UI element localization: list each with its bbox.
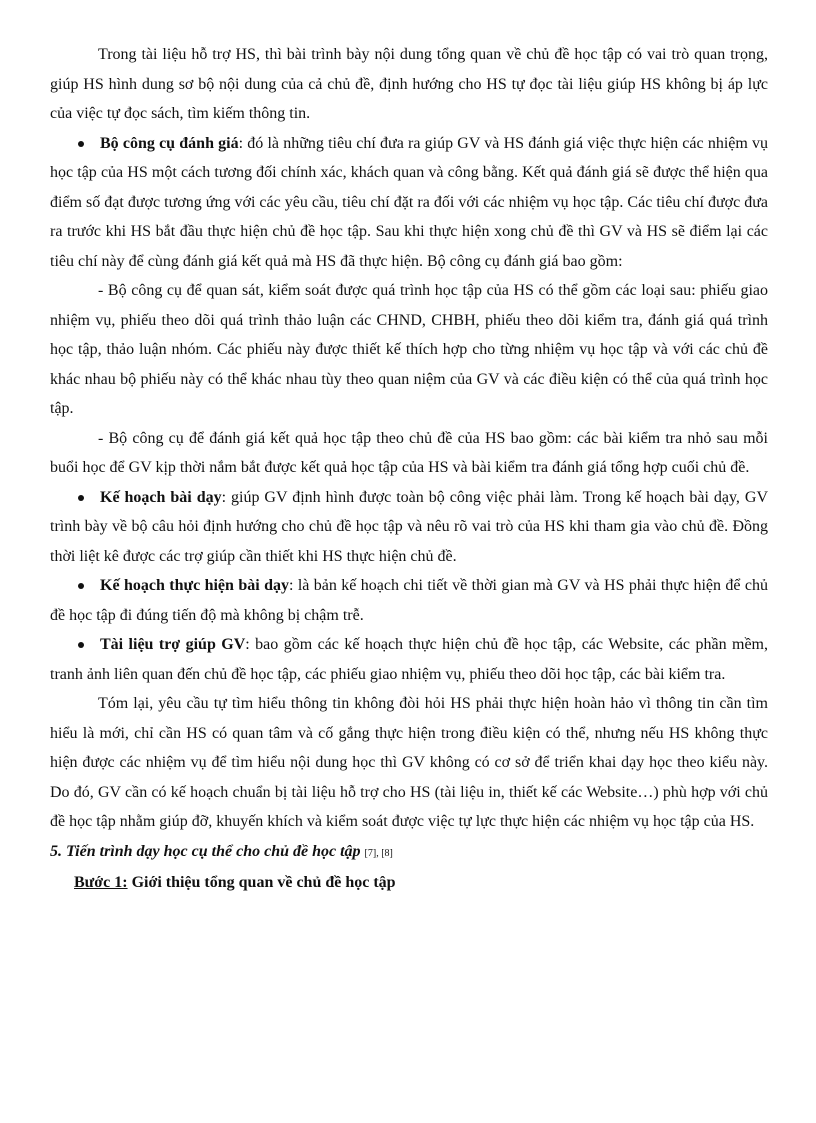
paragraph-dash-1: - Bộ công cụ để quan sát, kiểm soát được quá trình học tập của HS có thể gồm các loại sau: phiếu giao nhiệm vụ, phiếu theo dõi quá trình thảo luận các CHND, CHBH, phiếu theo dõi kiểm tra, đánh giá quá trình học tập, thảo luận nhóm. Các phiếu này được thiết kế thích hợp cho từng nhiệm vụ học tập và với các chủ đề khác nhau bộ phiếu này có thể khác nhau tùy theo quan niệm của GV và các điều kiện có thể của quá trình học tập. [50,282,768,417]
document-page [50,40,768,898]
bullet-teacher-materials [50,630,768,689]
bullet-lesson-plan [50,483,768,572]
bullet-dot-icon [78,583,84,589]
bullet-text: : là bản kế hoạch chi tiết về thời gian mà GV và HS phải thực hiện để chủ đề học tập đi đúng tiến độ mà không bị chậm trễ. [50,577,768,624]
bullet-text: : bao gồm các kế hoạch thực hiện chủ đề học tập, các Website, các phần mềm, tranh ảnh liên quan đến chủ đề học tập, các phiếu giao nhiệm vụ, phiếu theo dõi học tập, các bài kiểm tra. [50,636,768,683]
step-heading [50,868,768,898]
bullet-dot-icon [78,495,84,501]
step-text: Giới thiệu tổng quan về chủ đề học tập [127,874,396,891]
section-heading-text: 5. Tiến trình dạy học cụ thể cho chủ đề học tập [50,842,361,860]
bullet-text: : giúp GV định hình được toàn bộ công việc phải làm. Trong kế hoạch bài dạy, GV trình bày về bộ câu hỏi định hướng cho chủ đề học tập và nêu rõ vai trò của HS khi tham gia vào chủ đề. Đồng thời liệt kê được các trợ giúp cần thiết khi HS thực hiện chủ đề. [50,488,768,565]
step-label: Bước 1: [74,874,128,891]
section-heading-refs: [7], [8] [364,847,393,859]
bullet-title: Tài liệu trợ giúp GV [100,636,246,653]
bullet-title: Kế hoạch thực hiện bài dạy [100,577,289,594]
bullet-text: : đó là những tiêu chí đưa ra giúp GV và HS đánh giá việc thực hiện các nhiệm vụ học tập của HS một cách tương đối chính xác, khách quan và công bằng. Kết quả đánh giá sẽ được thể hiện qua điểm số đạt được tương ứng với các yêu cầu, tiêu chí đặt ra đối với các nhiệm vụ học tập. Các tiêu chí được đưa ra trước khi HS bắt đầu thực hiện chủ đề học tập. Sau khi thực hiện xong chủ đề thì GV và HS sẽ điểm lại các tiêu chí này để cùng đánh giá kết quả mà HS đã thực hiện. Bộ công cụ đánh giá bao gồm: [50,134,769,270]
paragraph-intro: Trong tài liệu hỗ trợ HS, thì bài trình bày nội dung tổng quan về chủ đề học tập có vai trò quan trọng, giúp HS hình dung sơ bộ nội dung của cả chủ đề, định hướng cho HS tự đọc tài liệu giúp HS không bị áp lực của việc tự đọc sách, tìm kiếm thông tin. [50,46,768,122]
bullet-implementation-plan [50,571,768,630]
bullet-assessment-tools [50,129,768,277]
bullet-dot-icon [78,642,84,648]
paragraph-dash-2: - Bộ công cụ để đánh giá kết quả học tập theo chủ đề của HS bao gồm: các bài kiểm tra nhỏ sau mỗi buổi học để GV kịp thời nắm bắt được kết quả học tập của HS và bài kiểm tra đánh giá tổng hợp cuối chủ đề. [50,429,768,476]
bullet-title: Bộ công cụ đánh giá [100,134,239,152]
paragraph-summary: Tóm lại, yêu cầu tự tìm hiểu thông tin không đòi hỏi HS phải thực hiện hoàn hảo vì thông tin cần tìm hiểu là mới, chỉ cần HS có quan tâm và cố gắng thực hiện trong điều kiện có thể, nhưng nếu HS không thực hiện được các nhiệm vụ để tìm hiểu nội dung học thì GV không có cơ sở để triển khai dạy học theo kiểu này. Do đó, GV cần có kế hoạch chuẩn bị tài liệu hỗ trợ cho HS (tài liệu in, thiết kế các Website…) phù hợp với chủ đề học tập nhằm giúp đỡ, khuyến khích và kiểm soát được việc tự lực thực hiện các nhiệm vụ học tập của HS. [50,695,768,830]
bullet-dot-icon [78,141,84,147]
bullet-title: Kế hoạch bài dạy [100,488,222,506]
section-heading [50,837,768,869]
